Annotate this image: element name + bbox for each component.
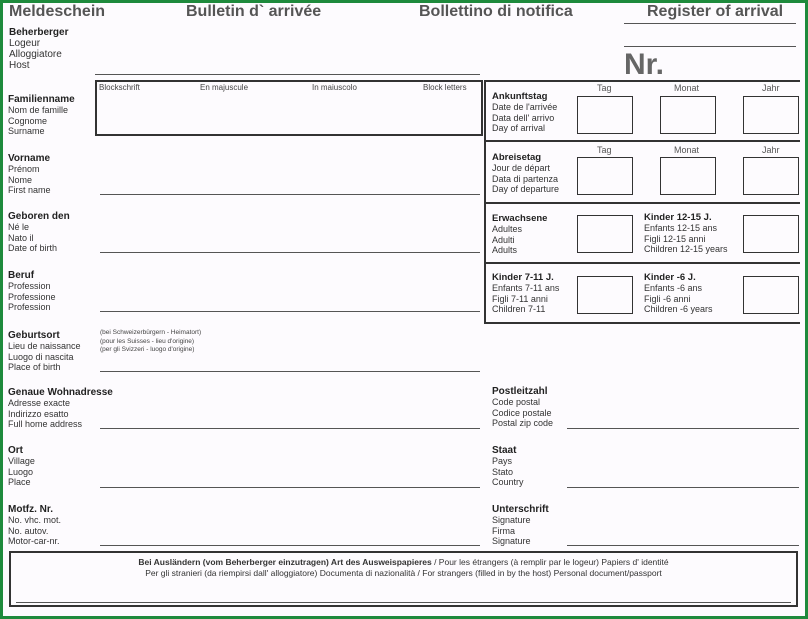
kids-12-15-count-box[interactable] — [743, 215, 799, 253]
country-label: Staat Pays Stato Country — [492, 445, 524, 487]
birthplace-label: Geburtsort Lieu de naissance Luogo di nascita Place of birth — [8, 330, 81, 372]
arrival-year-box[interactable] — [743, 96, 799, 134]
number-label: Nr. — [624, 48, 665, 81]
departure-month-box[interactable] — [660, 157, 716, 195]
kids-under-6-label: Kinder -6 J. Enfants -6 ans Figli -6 anni Children -6 years — [644, 272, 713, 314]
postal-code-label: Postleitzahl Code postal Codice postale Postal zip code — [492, 386, 554, 428]
block-letters-en: Block letters — [423, 83, 467, 92]
register-extra-line — [624, 46, 796, 47]
host-label-group: Beherberger Logeur Alloggiatore Host — [9, 27, 69, 71]
arrival-day-header: Tag — [597, 83, 612, 93]
departure-year-header: Jahr — [762, 145, 780, 155]
register-number-line — [624, 23, 796, 24]
block-letters-it: In maiuscolo — [312, 83, 357, 92]
right-grid-bottom-border — [484, 322, 800, 324]
block-letters-de: Blockschrift — [99, 83, 140, 92]
country-input-line[interactable] — [567, 487, 799, 488]
signature-input-line[interactable] — [567, 545, 799, 546]
kids-7-11-count-box[interactable] — [577, 276, 633, 314]
kids-7-11-label: Kinder 7-11 J. Enfants 7-11 ans Figli 7-11 anni Children 7-11 — [492, 272, 560, 314]
motor-car-input-line[interactable] — [100, 545, 480, 546]
postal-code-input-line[interactable] — [567, 428, 799, 429]
birthplace-notes: (bei Schweizerbürgern - Heimatort) (pour les Suisses - lieu d'origine) (per gli Svizzeri - luogo d'origine) — [100, 329, 202, 353]
right-grid-divider-1 — [484, 140, 800, 142]
birthplace-input-line[interactable] — [100, 371, 480, 372]
arrival-year-header: Jahr — [762, 83, 780, 93]
departure-day-header: Tag — [597, 145, 612, 155]
arrival-month-box[interactable] — [660, 96, 716, 134]
title-english: Register of arrival — [647, 3, 784, 20]
place-label: Ort Village Luogo Place — [8, 445, 35, 487]
departure-year-box[interactable] — [743, 157, 799, 195]
adults-label: Erwachsene Adultes Adulti Adults — [492, 213, 548, 255]
foreigner-heading: Bei Ausländern (vom Beherberger einzutragen) Art des Ausweispapieres — [138, 557, 432, 567]
departure-label: Abreisetag Jour de départ Data di partenza Day of departure — [492, 152, 560, 194]
foreigner-heading-it-en: Per gli stranieri (da riempirsi dall' alloggiatore) Documenta di nazionalità / For strangers (filled in by the host) Personal document/passport — [145, 568, 662, 578]
departure-month-header: Monat — [674, 145, 700, 155]
host-input-line[interactable] — [95, 74, 480, 75]
home-address-input-line[interactable] — [100, 428, 480, 429]
kids-under-6-count-box[interactable] — [743, 276, 799, 314]
host-label: Beherberger — [9, 27, 69, 38]
title-german: Meldeschein — [9, 3, 106, 20]
arrival-month-header: Monat — [674, 83, 700, 93]
block-letters-fr: En majuscule — [200, 83, 249, 92]
right-grid-divider-3 — [484, 262, 800, 264]
foreigner-document-text — [9, 557, 798, 579]
motor-car-label: Motfz. Nr. No. vhc. mot. No. autov. Motor-car-nr. — [8, 504, 62, 546]
profession-input-line[interactable] — [100, 311, 480, 312]
title-french: Bulletin d` arrivée — [186, 3, 322, 20]
foreigner-heading-fr: / Pour les étrangers (à remplir par le logeur) Papiers d' identité — [431, 557, 669, 567]
birthdate-input-line[interactable] — [100, 252, 480, 253]
departure-day-box[interactable] — [577, 157, 633, 195]
adults-count-box[interactable] — [577, 215, 633, 253]
kids-12-15-label: Kinder 12-15 J. Enfants 12-15 ans Figli 12-15 anni Children 12-15 years — [644, 212, 728, 254]
surname-label: Familienname Nom de famille Cognome Surname — [8, 94, 75, 136]
place-input-line[interactable] — [100, 487, 480, 488]
home-address-label: Genaue Wohnadresse Adresse exacte Indirizzo esatto Full home address — [8, 387, 113, 429]
arrival-day-box[interactable] — [577, 96, 633, 134]
right-grid-top-border — [484, 80, 800, 82]
arrival-label: Ankunftstag Date de l'arrivée Data dell' arrivo Day of arrival — [492, 91, 558, 133]
foreigner-document-input-line[interactable] — [16, 602, 791, 603]
signature-label: Unterschrift Signature Firma Signature — [492, 504, 549, 546]
right-grid-divider-2 — [484, 202, 800, 204]
firstname-label: Vorname Prénom Nome First name — [8, 153, 51, 195]
birthdate-label: Geboren den Né le Nato il Date of birth — [8, 211, 70, 253]
profession-label: Beruf Profession Professione Profession — [8, 270, 56, 312]
firstname-input-line[interactable] — [100, 194, 480, 195]
title-italian: Bollettino di notifica — [419, 3, 573, 20]
